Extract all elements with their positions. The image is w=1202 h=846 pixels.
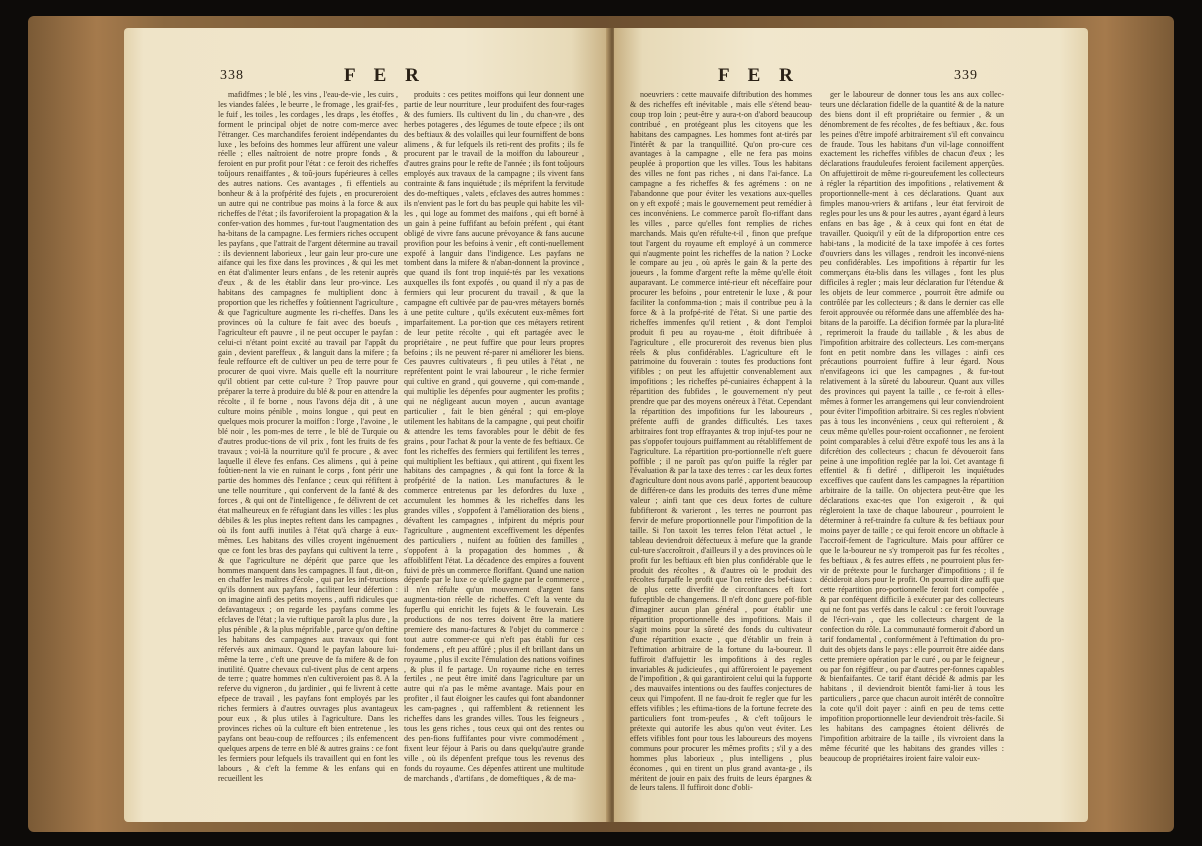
running-head-right: F E R [718, 65, 800, 86]
right-page [614, 28, 1088, 822]
left-page-column-2 [404, 90, 584, 820]
column-text: noeuvriers : cette mauvaife diftribution des hommes & des richeffes eft inévitable , mais elle s'étend beau-coup trop loin ; peut-être y aura-t-on d'abord beaucoup contribué , en protégeant plus les citoyens que les habitans des campagnes. Les hommes font at-tirés par l'intérêt & par la tranquillité. Qu'on pro-cure ces avantages à la campagne , elle ne fera pas moins peuplée à proportion que les villes. Tous les habitans des villes ne font pas riches , ni dans l'ai-fance. La campagne a fes richeffes & fes agrémens : on ne l'abandonne que pour éviter les vexations aux-quelles on y eft expofé ; mais le gouvernement peut remédier à ces inconvéniens. Le commerce paroît flo-riffant dans les villes , parce qu'elles font remplies de riches marchands. Mais qu'en réfulte-t-il , finon que prefque tout l'argent du royaume eft employé à un commerce qui n'augmente point les richeffes de la nation ? Locke le compare au jeu , où après le gain & la perte des joueurs , la fomme d'argent refte la même qu'elle étoit auparavant. Le commerce inté-rieur eft néceffaire pour procurer les befoins , pour entretenir le luxe , & pour faciliter la confomma-tion ; mais il contribue peu à la force & à la profpé-rité de l'état. Si une partie des richeffes immenfes qu'il retient , & dont l'emploi produit fi peu au royau-me , étoit diftribuée à l'agriculture , elle procureroit des revenus bien plus réels & plus confidérables. L'agriculture eft le patrimoine du fouverain : toutes fes productions font vifibles ; on peut les affujettir convenablement aux impofitions ; les richeffes pé-cuniaires échappent à la répartition des fubfides , le gouvernement n'y peut prendre que par des moyens onéreux à l'état. Cependant la répartition des impofitions fur les laboureurs , préfente auffi de grandes difficultés. Les taxes arbitraires font trop effrayantes & trop injuf-tes pour ne pas s'oppofer toujours puiffamment au rétabliffement de l'agriculture. La répartition pro-portionnelle n'eft guere poffible ; il ne paroît pas qu'on puiffe la régler par l'évaluation & par la taxe des terres : car les deux fortes d'agriculture dont nous avons parlé , apportent beaucoup de différen-ce dans les produits des terres d'une même valeur ; ainfi tant que ces deux fortes de culture fubfifteront & varieront , les terres ne pourront pas fervir de mefure proportionnelle pour l'impofition de la taille. Si l'on taxoit les terres felon l'état actuel , le tableau deviendroit défectueux à mefure que la grande cul-ture s'accroîtroit , d'ailleurs il y a des provinces où le profit fur les beftiaux eft bien plus confidérable que le produit des récoltes , & d'autres où le produit des récoltes furpaffe le profit que l'on retire des bef-tiaux : de plus cette diverfité de circonftances eft fort fufceptible de changemens. Il n'eft donc guere pof-fible d'imaginer aucun plan général , pour établir une répartition proportionnelle des impofitions. Mais il s'agit moins pour la sûreté des fonds du cultivateur d'une répartition exacte , que d'établir un frein à l'eftimation arbitraire de la fortune du la-boureur. Il fuffiroit d'affujettir les impofitions à des regles invariables & judicieufes , qui affûreroient le payement de l'impofition , & qui garantiroient celui qui la fupporte , des mauvaifes intentions ou des fauffes conjectures de ceux qui l'impofent. Il ne fau-droit fe regler que fur les effets vifibles ; les eftima-tions de la fortune fecrete des particuliers font trom-peufes , & c'eft toûjours le prétexte qui autorife les abus qu'on veut éviter. Les effets vifibles font pour tous les laboureurs des moyens communs pour procurer les mêmes profits ; s'il y a des hommes plus laborieux , plus intelligens , plus économes , qui en tirent un plus grand avanta-ge , ils méritent de jouir en paix des fruits de leurs épargnes & de leurs talens. Il fuffiroit donc d'obli- [630, 90, 812, 793]
left-page [124, 28, 610, 822]
running-head-left: F E R [344, 65, 426, 86]
column-text: mafidfmes ; le blé , les vins , l'eau-de-vie , les cuirs , les viandes falées , le beurre , le fromage , les graif-fes , le fuif , les toiles , les cordages , les draps , les étoffes , forment le principal objet de notre com-merce avec l'étranger. Ces marchandifes feroient indépendantes du luxe , les befoins des hommes leur affûrent une valeur réelle ; elles naîtroient de notre propre fonds , & feroient en pur profit pour l'état : ce feroit des richeffes toûjours renaiffantes , & toû-jours fupérieures à celles des autres nations. Ces avantages , fi effentiels au bonheur & à la profpérité des fujets , en procureroient un autre qui ne contribue pas moins à la force & aux richeffes de l'état ; ils favoriferoient la propagation & la confer-vation des hommes , fur-tout l'augmentation des ha-bitans de la campagne. Les fermiers riches occupent les payfans , que l'attrait de l'argent détermine au travail : ils deviennent laborieux , leur gain leur pro-cure une aifance qui les fixe dans les provinces , & qui les met en état d'alimenter leurs enfans , de les retenir auprès d'eux , & de les établir dans leur pro-vince. Les habitans des campagnes fe multiplient donc à proportion que les richeffes y foûtiennent l'agriculture , & que l'agriculture augmente les ri-cheffes. Dans les provinces où la culture fe fait avec des boeufs , l'agriculteur eft pauvre , il ne peut occuper le payfan : celui-ci n'étant point excité au travail par l'appât du gain , devient pareffeux , & languit dans la mifere ; fa feule reffource eft de cultiver un peu de terre pour fe procurer de quoi vivre. Mais quelle eft la nourriture qu'il obtient par cette cul-ture ? Trop pauvre pour préparer la terre à produire du blé & pour en attendre la récolte , il fe borne , nous l'avons déja dit , à une culture moins pénible , moins longue , qui peut en quelques mois procurer la moiffon : l'orge , l'avoine , le blé noir , les pom-mes de terre , le blé de Turquie ou d'autres produc-tions de vil prix , font les fruits de fes travaux ; voi-là la nourriture qu'il fe procure , & avec laquelle il éleve fes enfans. Ces alimens , qui à peine foûtien-nent la vie en ruinant le corps , font périr une partie des hommes dès l'enfance ; ceux qui réfiftent à une telle nourriture , qui confervent de la fanté & des forces , & qui ont de l'intelligence , fe délivrent de cet état malheureux en fe réfugiant dans les villes : les plus débiles & les plus ineptes reftent dans les campagnes , où ils font auffi inutiles à l'état qu'à charge à eux-mêmes. Les habitans des villes croyent ingénuement que ce font les bras des payfans qui cultivent la terre , & que l'agriculture ne dépérit que parce que les hommes manquent dans les campagnes. Il faut , dit-on , en chaffer les maîtres d'école , qui par les inf-tructions qu'ils donnent aux payfans , facilitent leur défertion : on imagine ainfi des petits moyens , auffi ridicules que defavantageux ; on regarde les payfans comme les efclaves de l'état ; la vie ruftique paroît la plus dure , la plus pénible , & la plus méprifable , parce qu'on deftine les habitans des campagnes aux travaux qui font réfervés aux animaux. Quand le payfan laboure lui-même la terre , c'eft une preuve de fa mifere & de fon inutilité. Quatre chevaux cul-tivent plus de cent arpens de terre ; quatre hommes n'en cultiveroient pas 8. A la referve du vigneron , du jardinier , qui fe livrent à cette efpece de travail , les payfans font employés par les riches fermiers à d'autres ouvrages plus avantageux pour eux , & plus utiles à l'agriculture. Dans les provinces riches où la culture eft bien entretenue , les payfans ont beau-coup de reffources ; ils enfemencent quelques arpens de terre en blé & autres grains : ce font les fermiers pour lefquels ils travaillent qui en font les labours , & c'eft la femme & les enfans qui en recueillent les [218, 90, 398, 783]
column-text: produits : ces petites moiffons qui leur donnent une partie de leur nourriture , leur produifent des four-rages & des fumiers. Ils cultivent du lin , du chan-vre , des herbes potageres , des légumes de toute efpece ; ils ont des beftiaux & des volailles qui leur fourniffent de bons alimens , & fur lefquels ils reti-rent des profits ; ils fe procurent par le travail de la moiffon du laboureur , d'autres grains pour le refte de l'année ; ils font toûjours employés aux travaux de la campagne ; ils vivent fans contrainte & fans inquiétude ; ils méprifent la fervitude des do-meftiques , valets , efclaves des autres hommes : ils n'envient pas le fort du bas peuple qui habite les vil-les , qui loge au fommet des maifons , qui eft borné à un gain à peine fuffifant au befoin préfent , qui étant obligé de vivre fans aucune prévoyance & fans aucune provifion pour les befoins à venir , eft conti-nuellement expofé à languir dans l'indigence. Les payfans ne tombent dans la mifere & n'aban-donnent la province , que quand ils font trop inquié-tés par les vexations auxquelles ils font expofés , ou quand il n'y a pas de fermiers qui leur procurent du travail , & que la campagne eft cultivée par de pau-vres métayers bornés à une petite culture , qu'ils exécutent eux-mêmes fort imparfaitement. La por-tion que ces métayers retirent de leur petite récolte , qui eft partagée avec le propriétaire , ne peut fuffire que pour leurs propres befoins ; ils ne peuvent ré-parer ni améliorer les biens. Ces pauvres cultivateurs , fi peu utiles à l'état , ne repréfentent point le vrai laboureur , le riche fermier qui cultive en grand , qui gouverne , qui com-mande , qui multiplie les dépenfes pour augmenter les profits ; qui ne négligeant aucun moyen , aucun avantage particulier , fait le bien général ; qui em-ploye utilement les habitans de la campagne , qui peut choifir & attendre les tems favorables pour le débit de fes grains , pour l'achat & pour la vente de fes beftiaux. Ce font les richeffes des fermiers qui fertilifent les terres , qui multiplient les beftiaux , qui attirent , qui fixent les habitans des campagnes , & qui font la force & la profpérité de la nation. Les manufactures & le commerce entretenus par les defordres du luxe , accumulent les hommes & les richeffes dans les grandes villes , s'oppofent à l'amélioration des biens , dévaftent les campagnes , infpirent du mépris pour l'agriculture , augmentent exceffivement les dépenfes des particuliers , nuifent au foûtien des familles , s'oppofent à la propagation des hommes , & affoibliffent l'état. La décadence des empires a fouvent fuivi de près un commerce floriffant. Quand une nation dépenfe par le luxe ce qu'elle gagne par le commerce , il n'en réfulte qu'un mouvement d'argent fans augmenta-tion réelle de richeffes. C'eft la vente du fuperflu qui enrichit les fujets & le fouverain. Les productions de nos terres doivent être la matiere premiere des manu-factures & l'objet du commerce : tout autre commer-ce qui n'eft pas établi fur ces fondemens , eft peu affûré ; plus il eft brillant dans un royaume , plus il excite l'émulation des nations voifines , & plus il fe partage. Un royaume riche en terres fertiles , ne peut être imité dans l'agriculture par un autre qui n'a pas le même avantage. Mais pour en profiter , il faut éloigner les caufes qui font abandonner les cam-pagnes , qui raffemblent & retiennent les richeffes dans les grandes villes. Tous les feigneurs , tous les gens riches , tous ceux qui ont des rentes ou des pen-fions fuffifantes pour vivre commodément , fixent leur féjour à Paris ou dans quelqu'autre grande ville , où ils dépenfent prefque tous les revenus des fonds du royaume. Ces dépenfes attirent une multitude de marchands , d'artifans , de domeftiques , & de ma- [404, 90, 584, 783]
page-number-left: 338 [220, 68, 244, 83]
page-number-right: 339 [954, 68, 978, 83]
left-page-column-1 [218, 90, 398, 820]
column-text: ger le laboureur de donner tous les ans aux collec-teurs une déclaration fidelle de la quantité & de la nature des biens dont il eft propriétaire ou fermier , & un dénombrement de fes récoltes , de fes beftiaux , &c. fous les peines d'être impofé arbitrairement s'il eft convaincu de fraude. Tous les habitans d'un vil-lage connoiffent exactement les richeffes vifibles de chacun d'eux ; les déclarations frauduleufes feroient facilement apperçûes. On affujettiroit de même ri-goureufement les collecteurs à régler la répartition des impofitions , relativement & proportionnelle-ment à ces déclarations. Quant aux fimples manou-vriers & artifans , leur état ferviroit de regles pour les uns & pour les autres , ayant égard à leurs enfans en bas âge , & à ceux qui font en état de travailler. Quoiqu'il y eût de la difproportion entre ces habi-tans , la modicité de la taxe impofée à ces fortes d'ouvriers dans les villages , rendroit les inconvé-niens peu confidérables. Les impofitions à répartir fur les commerçans éta-blis dans les villages , font les plus difficiles à regler ; mais leur déclaration fur l'étendue & les objets de leur commerce , pourroit être admife ou contrôlée par les collecteurs ; & dans le dernier cas elle feroit approuvée ou réformée dans une affemblée des ha-bitans de la paroiffe. La décifion formée par la plura-lité , reprimeroit la fraude du taillable , & les abus de l'impofition arbitraire des collecteurs. Les com-merçans font en petit nombre dans les villages : ainfi ces précautions pourroient fuffire à leur égard. Nous n'envifageons ici que les campagnes , & fur-tout relativement à la sûreté du laboureur. Quant aux villes des provinces qui payent la taille , ce fe-roit à elles-mêmes à former les arrangemens qui leur conviendroient pour éviter l'impofition arbitraire. Si ces regles n'obvient pas à tous les inconvéniens , ceux qui refteroient , & ceux même qu'elles pour-roient occafionner , ne feroient point comparables à celui d'être expofé tous les ans à la difcrétion des collecteurs ; chacun fe dévoueroit fans peine à une impofition reglée par la loi. Cet avantage fi effentiel & fi defiré , difliperoit les inquiétudes exceffives que caufent dans les campagnes la répartition arbitraire de la taille. On objectera peut-être que les déclarations exac-tes que l'on exigeroit , & qui régleroient la taxe de chaque laboureur , pourroient le déterminer à ref-traindre fa culture & fes beftiaux pour moins payer de taille ; ce qui feroit encore un obftacle à l'accroif-fement de l'agriculture. Mais pour affûrer ce que le la-boureur ne s'y tromperoit pas fur fes récoltes , fes beftiaux , & fes autres effets , ne pourroient plus fer-vir de prétexte pour le furcharger d'impofitions ; il fe décideroit alors pour le profit. On pourroit dire auffi que cette répartition pro-portionnelle feroit fort compofée , & par conféquent difficile à exécuter par des collecteurs qui ne font pas verfés dans le calcul : ce feroit l'ouvrage de l'écri-vain , que les collecteurs chargent de la confection du rôle. La communauté formeroit d'abord un tarif fondamental , conformément à l'eftimation du pro-duit des objets dans le pays : elle pourroit être aidée dans cette premiere opération par le curé , ou par le feigneur , ou par fon régiffeur , ou par d'autres per-fonnes capables & bienfaifantes. Ce tarif étant décidé & admis par les habitans , il deviendroit bientôt fami-lier à tous les particuliers , parce que chacun auroit intérêt de connoître la cote qu'il doit payer : ainfi en peu de tems cette impofition proportionnelle leur deviendroit très-facile. Si les habitans des campagnes étoient délivrés de l'impofition arbitraire de la taille , ils vivroient dans la même fécurité que les habitans des grandes villes : beaucoup de propriétaires iroient faire valoir eux- [820, 90, 1004, 763]
right-page-column-2 [820, 90, 1004, 820]
right-page-column-1 [630, 90, 812, 820]
